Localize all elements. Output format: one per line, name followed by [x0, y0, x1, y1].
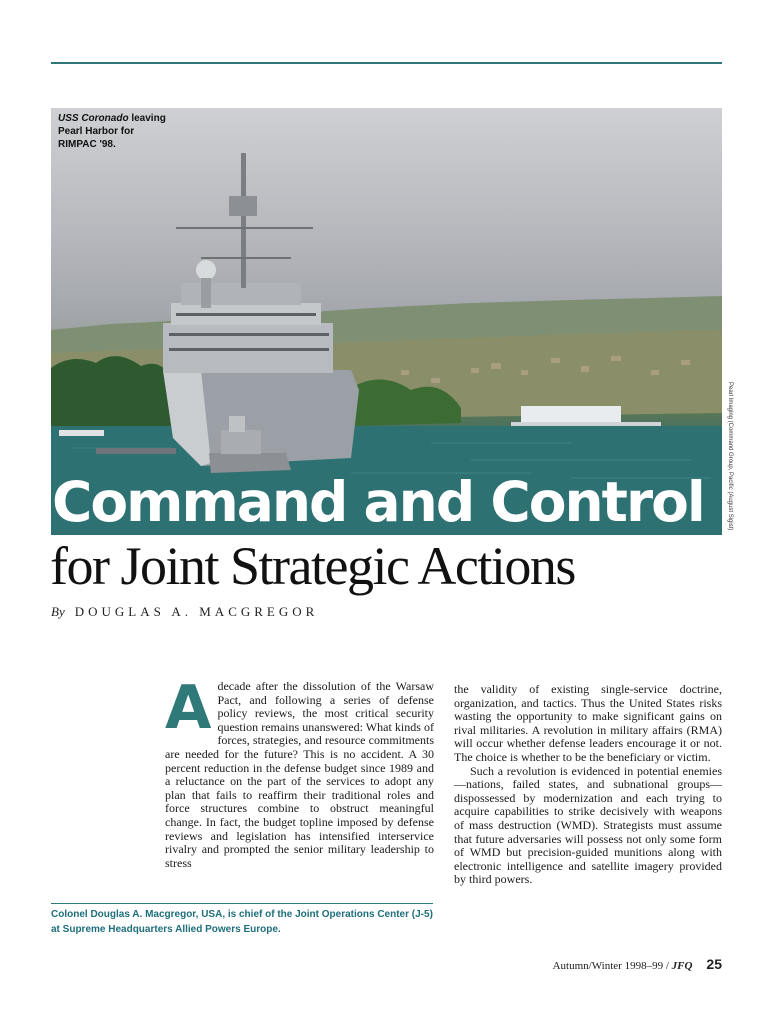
column-2-paragraph-2: Such a revolution is evidenced in potential enemies—nations, failed states, and subnational groups—dispossessed by modernization and each trying to acquire capabilities to strike decisively with weapons of mass destruction (WMD). Strategists must assume that future adversaries will possess not only some form of WMD but precision-guided munitions along with electronic intelligence and satellite imagery provided by third powers.: [454, 763, 722, 887]
journal-name: JFQ: [671, 960, 693, 972]
caption-text: leaving Pearl Harbor for RIMPAC '98.: [58, 113, 166, 150]
article-title-line2: for Joint Strategic Actions: [50, 536, 575, 596]
byline-prefix: By: [51, 604, 65, 619]
byline: [51, 604, 318, 620]
article-column-2: [454, 683, 722, 887]
author-name: DOUGLAS A. MACGREGOR: [74, 604, 319, 619]
article-title-line1: Command and Control: [52, 470, 704, 534]
author-bio: Colonel Douglas A. Macgregor, USA, is chief of the Joint Operations Center (J-5) at Supreme Headquarters Allied Powers Europe.: [51, 909, 433, 935]
column-2-paragraph-1: the validity of existing single-service doctrine, organization, and tactics. Thus the United States risks wasting the opportunity to make significant gains on rival militaries. A revolution in military affairs (RMA) will occur whether defense leaders encourage it or not. The choice is whether to be the beneficiary or victim.: [454, 682, 722, 764]
drop-cap: A: [165, 673, 212, 743]
column-1-text: decade after the dissolution of the Warsaw Pact, and following a series of defense policy reviews, the most critical security question remains unanswered: What kinds of forces, strategies, and resource commitments are needed for the future? This is no accident. A 30 percent reduction in the defense budget since 1989 and a reluctance on the part of the services to adopt any plan that fails to reaffirm their traditional roles and force structures combine to obstruct meaningful change. In fact, the budget topline imposed by defense reviews and legislation has intensified interservice rivalry and prompted the senior military leadership to stress: [165, 679, 434, 870]
article-column-1: [165, 673, 434, 870]
issue-date: Autumn/Winter 1998–99: [552, 960, 664, 972]
photo-credit: Pearl Imaging (Command Group, Pacific (August Sigist): [727, 382, 733, 531]
page-number: 25: [706, 956, 722, 972]
photo-caption: [58, 112, 168, 151]
footer-separator: /: [665, 960, 669, 972]
bio-rule: [51, 903, 433, 904]
header-rule: [51, 62, 722, 64]
page-footer: [553, 956, 722, 972]
caption-ship-name: USS Coronado: [58, 113, 129, 124]
